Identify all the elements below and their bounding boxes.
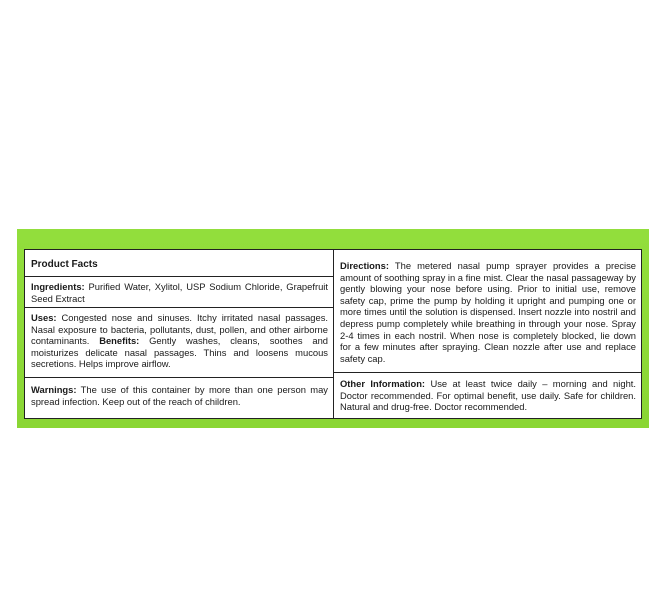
uses-section: [25, 307, 333, 378]
warnings-text: The use of this container by more than one person may spread infection. Keep out of the reach of children.: [31, 384, 328, 407]
right-column: [334, 250, 641, 418]
left-column: [25, 250, 334, 418]
product-facts-title: Product Facts: [31, 259, 98, 270]
other-information-label: Other Information:: [340, 378, 426, 389]
directions-label: Directions:: [340, 260, 389, 271]
ingredients-label: Ingredients:: [31, 281, 85, 292]
uses-text: Congested nose and sinuses. Itchy irritated nasal passages. Nasal exposure to bacteria, pollutants, dust, pollen, and other airborne contaminants.: [31, 312, 329, 347]
benefits-text: Gently washes, cleans, soothes and moisturizes delicate nasal passages. Thins and loosens mucous secretions. Helps improve airflow.: [31, 335, 328, 370]
ingredients-text: Purified Water, Xylitol, USP Sodium Chloride, Grapefruit Seed Extract: [31, 281, 328, 304]
other-information-section: [334, 372, 641, 418]
warnings-label: Warnings:: [31, 384, 77, 395]
ingredients-section: [25, 276, 333, 307]
directions-text: The metered nasal pump sprayer provides a precise amount of soothing spray in a fine mist. Clear the nasal passageway by gently blowing your nose before using. Prior to initial use, remove safety cap, prime the pump by holding it upright and pumping one or more times until the solution is dispensed. Insert nozzle into nostril and depress pump completely while breathing in through your nose. Spray 2-4 times in each nostril. When nose is completely blocked, lie down for a few minutes after spraying. Clean nozzle after use and replace safety cap.: [340, 260, 637, 364]
product-facts-box: [24, 249, 642, 419]
warnings-section: [25, 377, 333, 419]
benefits-label: Benefits:: [99, 335, 140, 347]
other-information-text: Use at least twice daily – morning and night. Doctor recommended. For optimal benefit, use daily. Safe for children. Natural and drug-free. Doctor recommended.: [340, 378, 636, 413]
product-facts-title-section: [25, 250, 333, 277]
uses-label: Uses:: [31, 312, 57, 323]
directions-section: [334, 250, 641, 372]
